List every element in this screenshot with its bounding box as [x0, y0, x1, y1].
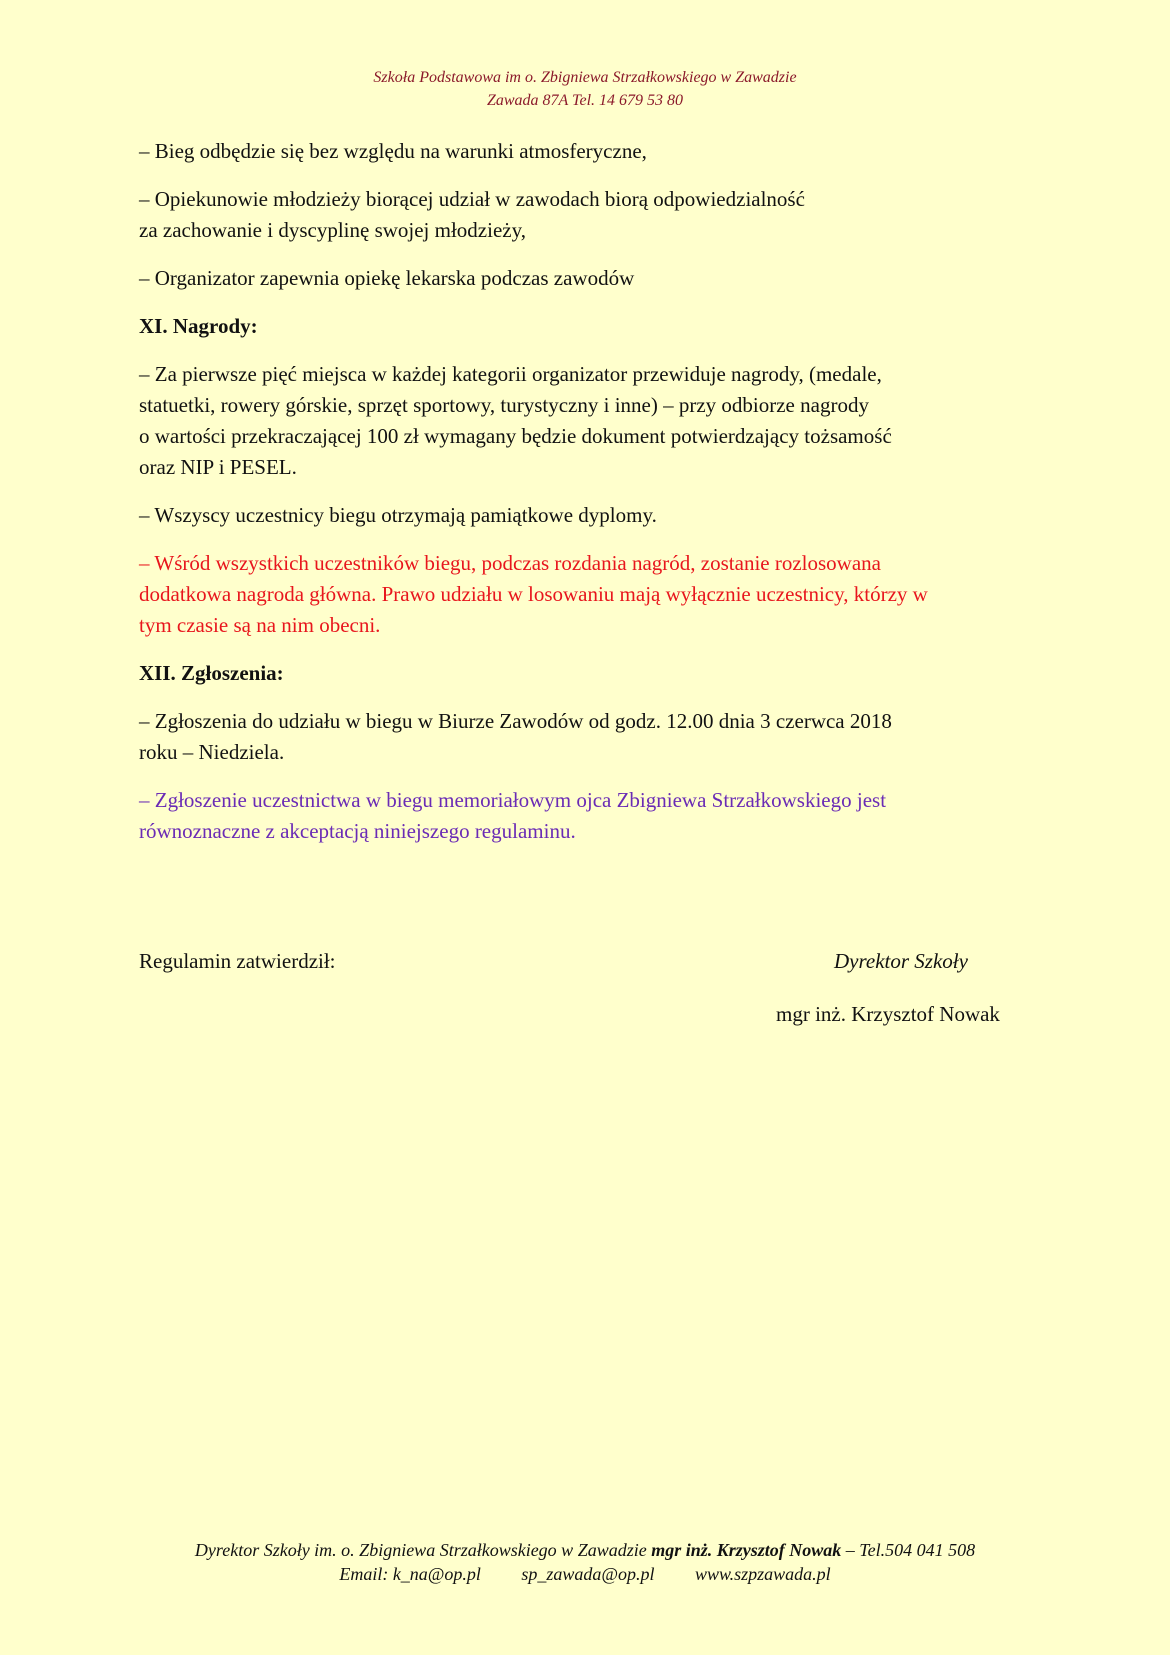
letterhead-school-name: Szkoła Podstawowa im o. Zbigniewa Strzałkowskiego w Zawadzie [373, 69, 797, 86]
paragraph-diplomas: – Wszyscy uczestnicy biegu otrzymają pamiątkowe dyplomy. [139, 503, 657, 527]
paragraph-guardians [139, 184, 1039, 246]
paragraph-registration [139, 706, 1039, 768]
paragraph-weather: – Bieg odbędzie się bez względu na warunki atmosferyczne, [139, 139, 647, 163]
paragraph-lottery-line3: tym czasie są na nim obecni. [139, 613, 381, 637]
section-heading-prizes: XI. Nagrody: [139, 314, 258, 338]
letterhead-address: Zawada 87A Tel. 14 679 53 80 [486, 92, 684, 109]
approval-label: Regulamin zatwierdził: [139, 949, 336, 973]
section-heading-registration: XII. Zgłoszenia: [139, 661, 284, 685]
paragraph-prizes-line2: statuetki, rowery górskie, sprzęt sportowy, turystyczny i inne) – przy odbiorze nagrody [139, 393, 869, 417]
paragraph-prizes-line1: – Za pierwsze pięć miejsca w każdej kategorii organizator przewiduje nagrody, (medale, [139, 362, 882, 386]
document-body [139, 136, 1039, 864]
letterhead [0, 66, 1170, 112]
paragraph-guardians-line1: – Opiekunowie młodzieży biorącej udział w zawodach biorą odpowiedzialność [139, 187, 805, 211]
paragraph-medical: – Organizator zapewnia opiekę lekarska podczas zawodów [139, 266, 635, 290]
paragraph-prizes-line3: o wartości przekraczającej 100 zł wymagany będzie dokument potwierdzający tożsamość [139, 424, 892, 448]
footer-website: www.szpzawada.pl [694, 1564, 831, 1584]
director-title: Dyrektor Szkoły [834, 949, 968, 973]
footer-director-name: mgr inż. Krzysztof Nowak [651, 1540, 842, 1560]
paragraph-acceptance-line1: – Zgłoszenie uczestnictwa w biegu memoriałowym ojca Zbigniewa Strzałkowskiego jest [139, 788, 887, 812]
director-name: mgr inż. Krzysztof Nowak [776, 1002, 1000, 1026]
paragraph-prizes [139, 359, 1039, 483]
footer-email-school: sp_zawada@op.pl [521, 1564, 655, 1584]
paragraph-registration-line1: – Zgłoszenia do udziału w biegu w Biurze Zawodów od godz. 12.00 dnia 3 czerwca 2018 [139, 709, 892, 733]
footer-director-label: Dyrektor Szkoły im. o. Zbigniewa Strzałkowskiego w Zawadzie [194, 1540, 647, 1560]
footer-line1 [0, 1538, 1170, 1562]
paragraph-acceptance-line2: równoznaczne z akceptacją niniejszego regulaminu. [139, 819, 576, 843]
footer-phone: – Tel.504 041 508 [845, 1540, 976, 1560]
paragraph-guardians-line2: za zachowanie i dyscyplinę swojej młodzieży, [139, 218, 526, 242]
footer [0, 1538, 1170, 1586]
paragraph-lottery-line2: dodatkowa nagroda główna. Prawo udziału w losowaniu mają wyłącznie uczestnicy, którzy w [139, 582, 928, 606]
paragraph-lottery [139, 548, 1039, 641]
footer-email-personal: Email: k_na@op.pl [339, 1564, 481, 1584]
footer-line2 [0, 1562, 1170, 1586]
paragraph-prizes-line4: oraz NIP i PESEL. [139, 455, 297, 479]
paragraph-registration-line2: roku – Niedziela. [139, 740, 285, 764]
paragraph-acceptance [139, 785, 1039, 847]
paragraph-lottery-line1: – Wśród wszystkich uczestników biegu, podczas rozdania nagród, zostanie rozlosowana [139, 551, 881, 575]
